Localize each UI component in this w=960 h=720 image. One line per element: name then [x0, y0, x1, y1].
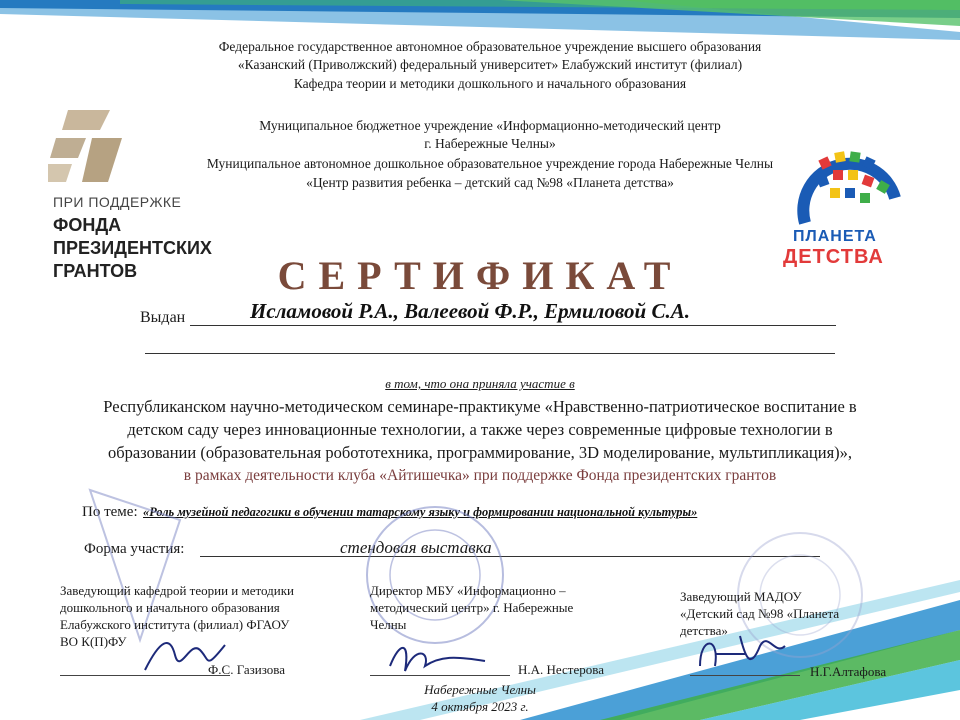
fund-name-line-2: ПРЕЗИДЕНТСКИХ — [53, 238, 212, 258]
signer-2-title-line-3: Челны — [370, 617, 407, 632]
header-line-7: «Центр развития ребенка – детский сад №98 «Планета детства» — [306, 175, 674, 190]
event-description-line-2: детском саду через инновационные технологии, а также через современные цифровые технологии в — [127, 420, 833, 439]
event-description-line-1: Республиканском научно-методическом семинаре-практикуме «Нравственно-патриотическое воспитание в — [103, 397, 857, 416]
header-line-5: г. Набережные Челны» — [424, 136, 556, 151]
form-label: Форма участия: — [84, 541, 185, 557]
header-line-4: Муниципальное бюджетное учреждение «Информационно-методический центр — [259, 118, 721, 133]
issued-label: Выдан — [140, 309, 186, 326]
planet-logo-line-1: ПЛАНЕТА — [793, 228, 877, 245]
place: Набережные Челны — [424, 682, 536, 697]
planet-detstva-logo-icon — [780, 138, 910, 238]
certificate-title: СЕРТИФИКАТ — [277, 253, 683, 298]
signer-3-name: Н.Г.Алтафова — [810, 664, 887, 679]
form-value: стендовая выставка — [340, 538, 492, 557]
issued-underline-2 — [145, 353, 835, 354]
header-line-2: «Казанский (Приволжский) федеральный университет» Елабужский институт (филиал) — [237, 57, 743, 72]
fund-name-line-1: ФОНДА — [53, 215, 122, 235]
planet-logo-line-2: ДЕТСТВА — [783, 246, 884, 268]
signer-2-title-line-2: методический центр» г. Набережные — [370, 600, 574, 615]
event-description-line-4: в рамках деятельности клуба «Айтишечка» при поддержке Фонда президентских грантов — [183, 467, 777, 484]
form-underline — [200, 556, 820, 557]
date: 4 октября 2023 г. — [431, 699, 529, 714]
signer-3-signature-icon — [690, 626, 790, 680]
signer-3-title-line-3: детства» — [680, 623, 728, 638]
topic-value: «Роль музейной педагогики в обучении татарскому языку и формировании национальной культуры» — [143, 505, 698, 519]
signer-1-title-line-2: дошкольного и начального образования — [60, 600, 280, 615]
header-line-3: Кафедра теории и методики дошкольного и начального образования — [293, 76, 687, 91]
signer-1-name: Ф.С. Газизова — [208, 662, 286, 677]
issued-names: Исламовой Р.А., Валеевой Ф.Р., Ермиловой С.А. — [250, 299, 690, 323]
signer-3-title-line-2: «Детский сад №98 «Планета — [680, 606, 840, 621]
signer-1-title-line-3: Елабужского института (филиал) ФГАОУ — [60, 617, 290, 632]
fund-name-line-3: ГРАНТОВ — [53, 261, 138, 281]
signer-2-signature-icon — [385, 636, 495, 680]
fund-logo-icon — [48, 108, 128, 188]
signer-2-title-line-1: Директор МБУ «Информационно – — [370, 583, 566, 598]
header-line-1: Федеральное государственное автономное образовательное учреждение высшего образования — [218, 39, 762, 54]
signer-2-name: Н.А. Нестерова — [518, 662, 604, 677]
topic-label: По теме: — [82, 504, 138, 520]
signer-1-title-line-4: ВО К(П)ФУ — [60, 634, 127, 649]
fund-support-label: ПРИ ПОДДЕРЖКЕ — [53, 194, 182, 210]
header-line-6: Муниципальное автономное дошкольное образовательное учреждение города Набережные Челны — [206, 156, 774, 171]
signer-3-title-line-1: Заведующий МАДОУ — [680, 589, 802, 604]
issued-underline-1 — [190, 325, 836, 326]
signer-1-title-line-1: Заведующий кафедрой теории и методики — [60, 583, 294, 598]
participation-intro: в том, что она приняла участие в — [385, 376, 575, 391]
event-description-line-3: образовании (образовательная робототехника, программирование, 3D моделирование, мультипликация)», — [107, 443, 853, 462]
